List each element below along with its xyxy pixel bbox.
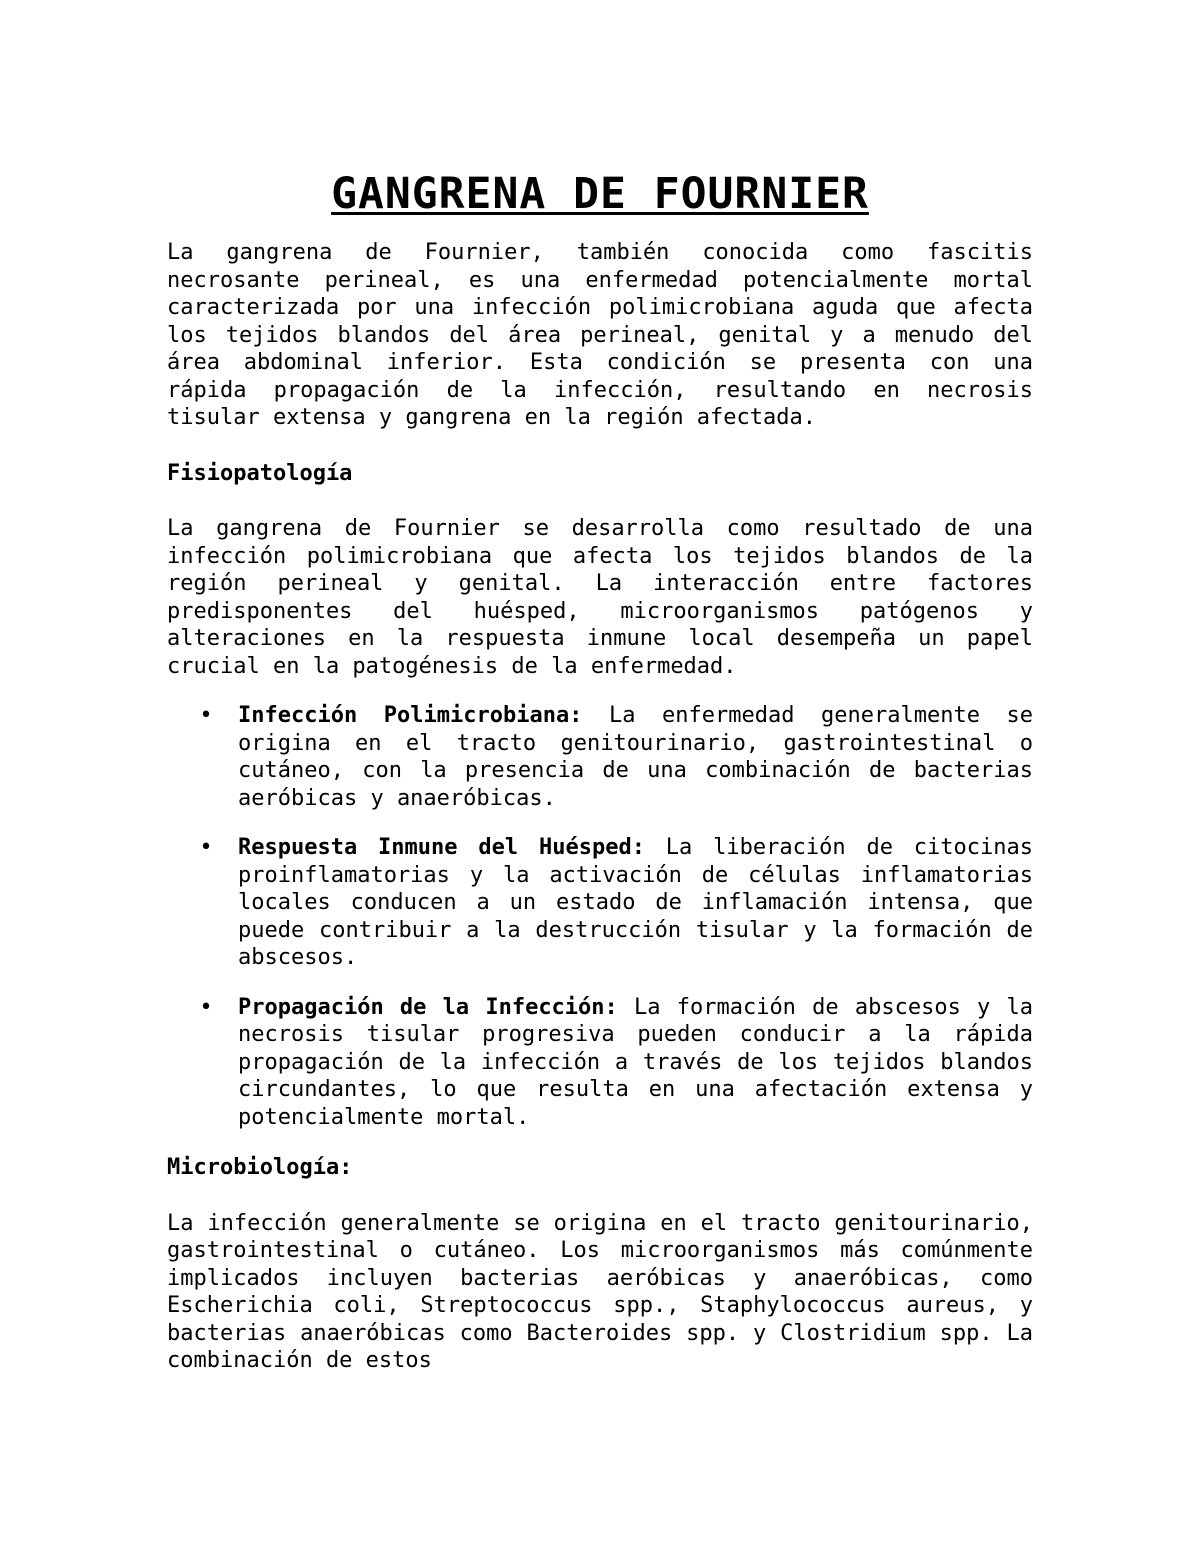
bullet-text: La liberación de citocinas proinflamatorias y la activación de células inflamatorias locales conducen a un estado de inflamación intensa, que puede contribuir a la destrucción tisular y la formación de abscesos.	[238, 835, 1033, 970]
list-item	[199, 834, 1033, 972]
intro-paragraph: La gangrena de Fournier, también conocida como fascitis necrosante perineal, es una enfermedad potencialmente mortal caracterizada por una infección polimicrobiana aguda que afecta los tejidos blandos del área perineal, genital y a menudo del área abdominal inferior. Esta condición se presenta con una rápida propagación de la infección, resultando en necrosis tisular extensa y gangrena en la región afectada.	[167, 240, 1033, 430]
document-page	[167, 165, 1033, 1375]
bullet-term: Respuesta Inmune del Huésped:	[238, 835, 645, 860]
bullet-icon: •	[199, 835, 213, 860]
microbiologia-paragraph: La infección generalmente se origina en el tracto genitourinario, gastrointestinal o cutáneo. Los microorganismos más comúnmente implicados incluyen bacterias aeróbicas y anaeróbicas, como Escherichia coli, Streptococcus spp., Staphylococcus aureus, y bacterias anaeróbicas como Bacteroides spp. y Clostridium spp. La combinación de estos	[167, 1210, 1033, 1373]
fisiopatologia-paragraph: La gangrena de Fournier se desarrolla como resultado de una infección polimicrobiana que afecta los tejidos blandos de la región perineal y genital. La interacción entre factores predisponentes del huésped, microorganismos patógenos y alteraciones en la respuesta inmune local desempeña un papel crucial en la patogénesis de la enfermedad.	[167, 516, 1033, 679]
bullet-term: Propagación de la Infección:	[238, 994, 618, 1020]
microbiologia-heading: Microbiología:	[167, 1155, 353, 1180]
bullet-icon: •	[199, 994, 213, 1020]
bullet-term: Infección Polimicrobiana:	[238, 703, 583, 728]
list-item	[199, 702, 1033, 812]
bullet-text: La enfermedad generalmente se origina en el tracto genitourinario, gastrointestinal o cutáneo, con la presencia de una combinación de bacterias aeróbicas y anaeróbicas.	[238, 703, 1033, 811]
bullet-icon: •	[199, 703, 213, 728]
bullet-text: La formación de abscesos y la necrosis tisular progresiva pueden conducir a la rápida propagación de la infección a través de los tejidos blandos circundantes, lo que resulta en una afectación extensa y potencialmente mortal.	[238, 994, 1033, 1130]
document-title: GANGRENA DE FOURNIER	[331, 169, 869, 219]
list-item	[199, 994, 1033, 1132]
fisiopatologia-bullet-list	[167, 702, 1033, 1131]
fisiopatologia-heading: Fisiopatología	[167, 460, 353, 486]
